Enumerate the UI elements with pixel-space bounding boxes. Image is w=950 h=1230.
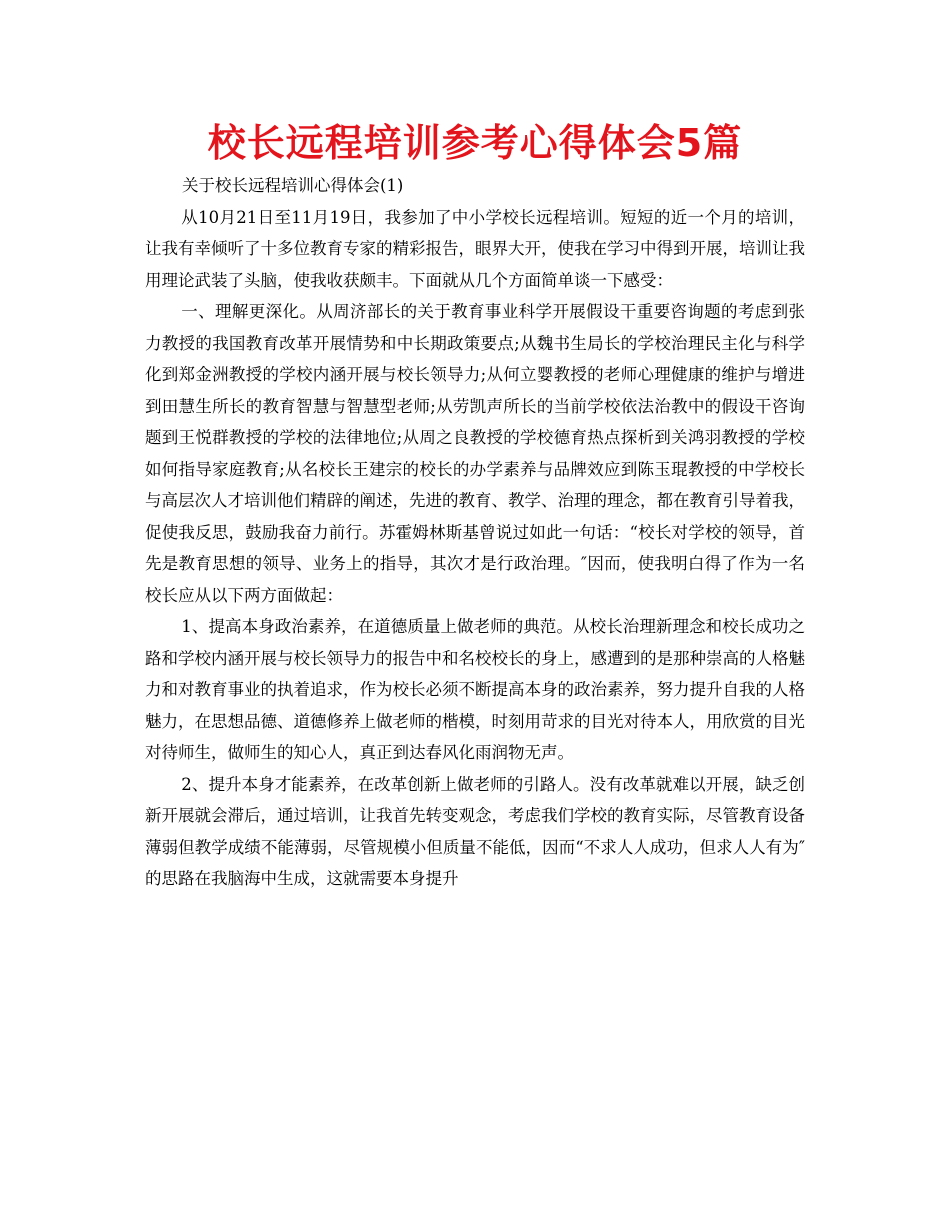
document-body xyxy=(145,170,805,895)
document-title: 校长远程培训参考心得体会5篇 xyxy=(207,121,743,165)
section-subtitle: 关于校长远程培训心得体会(1) xyxy=(182,176,404,195)
paragraph-intro: 从10月21日至11月19日，我参加了中小学校长远程培训。短短的近一个月的培训，让我有幸倾听了十多位教育专家的精彩报告，眼界大开，使我在学习中得到开展，培训让我用理论武装了头脑，使我收获颇丰。下面就从几个方面简单谈一下感受： xyxy=(145,207,805,290)
paragraph-understanding: 一、理解更深化。从周济部长的关于教育事业科学开展假设干重要咨询题的考虑到张力教授的我国教育改革开展情势和中长期政策要点;从魏书生局长的学校治理民主化与科学化到郑金洲教授的学校内涵开展与校长领导力;从何立婴教授的老师心理健康的维护与增进到田慧生所长的教育智慧与智慧型老师;从劳凯声所长的当前学校依法治教中的假设干咨询题到王悦群教授的学校的法律地位;从周之良教授的学校德育热点探析到关鸿羽教授的学校如何指导家庭教育;从名校长王建宗的校长的办学素养与品牌效应到陈玉琨教授的中学校长与高层次人才培训他们精辟的阐述，先进的教育、教学、治理的理念，都在教育引导着我，促使我反思，鼓励我奋力前行。苏霍姆林斯基曾说过如此一句话：“校长对学校的领导，首先是教育思想的领导、业务上的指导，其次才是行政治理。″因而，使我明白得了作为一名校长应从以下两方面做起： xyxy=(145,302,805,605)
paragraph-ability-quality: 2、提升本身才能素养，在改革创新上做老师的引路人。没有改革就难以开展，缺乏创新开展就会滞后，通过培训，让我首先转变观念，考虑我们学校的教育实际，尽管教育设备薄弱但教学成绩不能薄弱，尽管规模小但质量不能低，因而“不求人人成功，但求人人有为″的思路在我脑海中生成，这就需要本身提升 xyxy=(145,774,805,888)
paragraph-political-quality: 1、提高本身政治素养，在道德质量上做老师的典范。从校长治理新理念和校长成功之路和学校内涵开展与校长领导力的报告中和名校校长的身上，感遭到的是那种崇高的人格魅力和对教育事业的执着追求，作为校长必须不断提高本身的政治素养，努力提升自我的人格魅力，在思想品德、道德修养上做老师的楷模，时刻用苛求的目光对待本人，用欣赏的目光对待师生，做师生的知心人，真正到达春风化雨润物无声。 xyxy=(145,617,805,762)
